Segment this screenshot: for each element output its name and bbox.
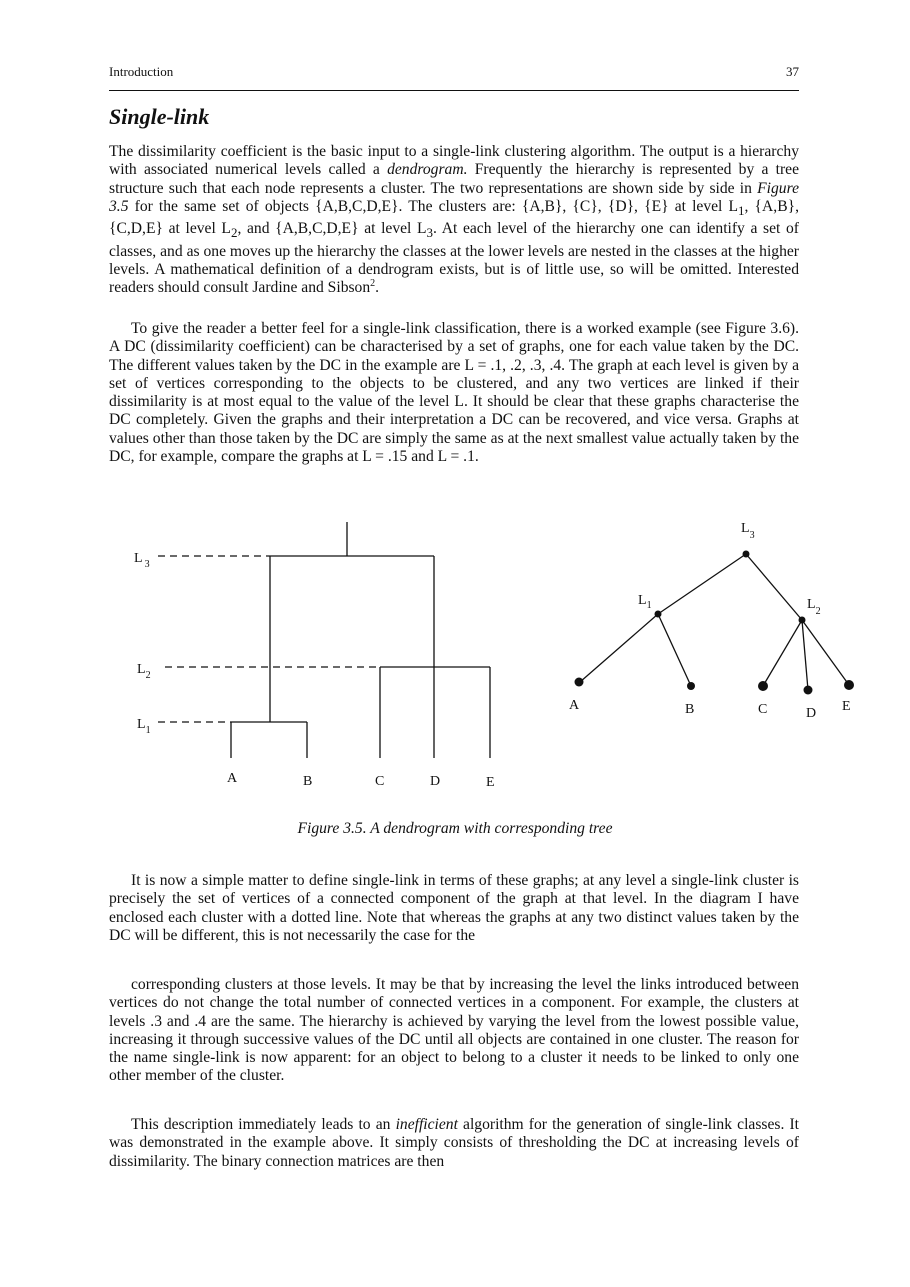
paragraph-5 — [109, 1116, 799, 1171]
tree — [580, 554, 849, 690]
tree-leaf-e — [844, 680, 854, 690]
tree-leaf-a — [575, 678, 584, 687]
p1-subscript-1: 1 — [738, 203, 745, 218]
tree-edge-l2-e — [802, 620, 849, 685]
p1-text-a: The dissimilarity coefficient is the basic input to a single-link clustering algorithm. The output is a hierarchy with associated numerical levels called a — [109, 143, 799, 179]
figure-3-5 — [0, 510, 910, 810]
p1-term-dendrogram: dendrogram. — [387, 161, 468, 179]
page-number: 37 — [786, 64, 799, 79]
paragraph-1 — [109, 143, 799, 298]
tree-leaf-label: B — [685, 702, 695, 717]
tree-node-l3 — [743, 551, 750, 558]
p1-text-f: . At each level of the hierarchy one can identify a set of classes, and as one moves up the hierarchy the classes at the lower levels are nested in the classes at the higher levels. A mathematical definition of a dendrogram exists, but is of little use, so will be omitted. Interested readers should consult Jardine and Sibson — [109, 220, 799, 297]
tree-node-l2 — [799, 617, 806, 624]
tree-leaf-b — [687, 682, 695, 690]
paragraph-2: To give the reader a better feel for a single-link classification, there is a worked example (see Figure 3.6). A DC (dissimilarity coefficient) can be characterised by a set of graphs, one for each value taken by the DC. The different values taken by the DC in the example are L = .1, .2, .3, .4. The graph at each level is given by a set of vertices corresponding to the objects to be clustered, and any two vertices are linked if their dissimilarity is at most equal to the value of the level L. It should be clear that these graphs characterise the DC completely. Given the graphs and their interpretation a DC can be recovered, and vice versa. Graphs at values other than those taken by the DC are simply the same as at the next smallest value actually taken by the DC, for example, compare the graphs at L = .15 and L = .1. — [109, 320, 799, 466]
paragraph-3: It is now a simple matter to define single-link in terms of these graphs; at any level a single-link cluster is precisely the set of vertices of a connected component of the graph at that level. In the diagram I have enclosed each cluster with a dotted line. Note that whereas the graphs at any two distinct values taken by the DC will be different, this is not necessarily the case for the — [109, 872, 799, 944]
p1-reference-superscript: 2 — [370, 278, 376, 290]
header-rule — [109, 90, 799, 91]
tree-leaf-label: E — [842, 699, 851, 714]
tree-leaf-d — [804, 686, 813, 695]
figure-drawing — [0, 510, 910, 810]
p1-figure-ref: Figure 3.5 — [109, 179, 799, 215]
paragraph-4: corresponding clusters at those levels. It may be that by increasing the level the links introduced between vertices do not change the total number of connected vertices in a component. For example, the clusters at levels .3 and .4 are the same. The hierarchy is achieved by varying the level from the lowest possible value, increasing it through successive values of the DC until all objects are contained in one cluster. The reason for the name single-link is now apparent: for an object to belong to a cluster it needs to be linked to only one other member of the cluster. — [109, 976, 799, 1085]
tree-edge-l1-b — [658, 614, 691, 686]
p1-text-c: for the same set of objects {A,B,C,D,E}. The clusters are: {A,B}, {C}, {D}, {E} at level L — [128, 197, 739, 215]
p5-text-b: algorithm for the generation of single-link classes. It was demonstrated in the example above. It simply consists of thresholding the DC at increasing levels of dissimilarity. The binary connection matrices are then — [109, 1116, 799, 1170]
dendrogram-leaf-label: B — [303, 774, 313, 789]
p1-text-d: , {A,B}, {C,D,E} at level L — [109, 197, 799, 238]
p1-text-b: Frequently the hierarchy is represented by a tree structure such that each node represents a cluster. The two representations are shown side by side in — [109, 161, 799, 197]
dendrogram-level-label: $L_1$ — [137, 717, 151, 736]
tree-leaf-c — [758, 681, 768, 691]
tree-leaf-label: D — [806, 706, 817, 721]
running-head-section: Introduction — [109, 64, 174, 79]
tree-node-l1 — [655, 611, 662, 618]
dendrogram-leaf-label: A — [227, 771, 238, 786]
p1-subscript-2: 2 — [230, 225, 238, 241]
p1-text-e: , and {A,B,C,D,E} at level L — [237, 220, 427, 238]
running-head — [109, 64, 799, 80]
dendrogram-level-label: $L_2$ — [137, 662, 151, 681]
tree-node-label: $L_2$ — [807, 597, 821, 617]
p1-text-g: . — [375, 279, 380, 297]
dendrogram-leaf-label: C — [375, 774, 385, 789]
tree-node-label: $L_1$ — [638, 593, 652, 611]
p1-subscript-3: 3 — [426, 225, 434, 241]
tree-edge-l2-d — [802, 620, 808, 690]
tree-edge-l3-l1 — [658, 554, 746, 614]
dendrogram — [158, 522, 490, 758]
p5-emphasis: inefficient — [395, 1116, 458, 1133]
tree-edge-l2-c — [763, 620, 802, 686]
tree-node-label: $L_3$ — [741, 521, 755, 541]
dendrogram-level-label: L $_3$ — [134, 551, 150, 570]
tree-edge-l1-a — [580, 614, 658, 682]
p5-text-a: This description immediately leads to an — [131, 1116, 396, 1133]
tree-vertices — [575, 551, 855, 695]
tree-edge-l3-l2 — [746, 554, 802, 620]
section-title: Single-link — [109, 104, 210, 129]
figure-caption: Figure 3.5. A dendrogram with corresponding tree — [297, 820, 613, 837]
tree-leaf-label: A — [569, 698, 580, 713]
dendrogram-leaf-label: E — [486, 775, 495, 790]
dendrogram-leaf-label: D — [430, 774, 441, 789]
tree-leaf-label: C — [758, 702, 768, 717]
